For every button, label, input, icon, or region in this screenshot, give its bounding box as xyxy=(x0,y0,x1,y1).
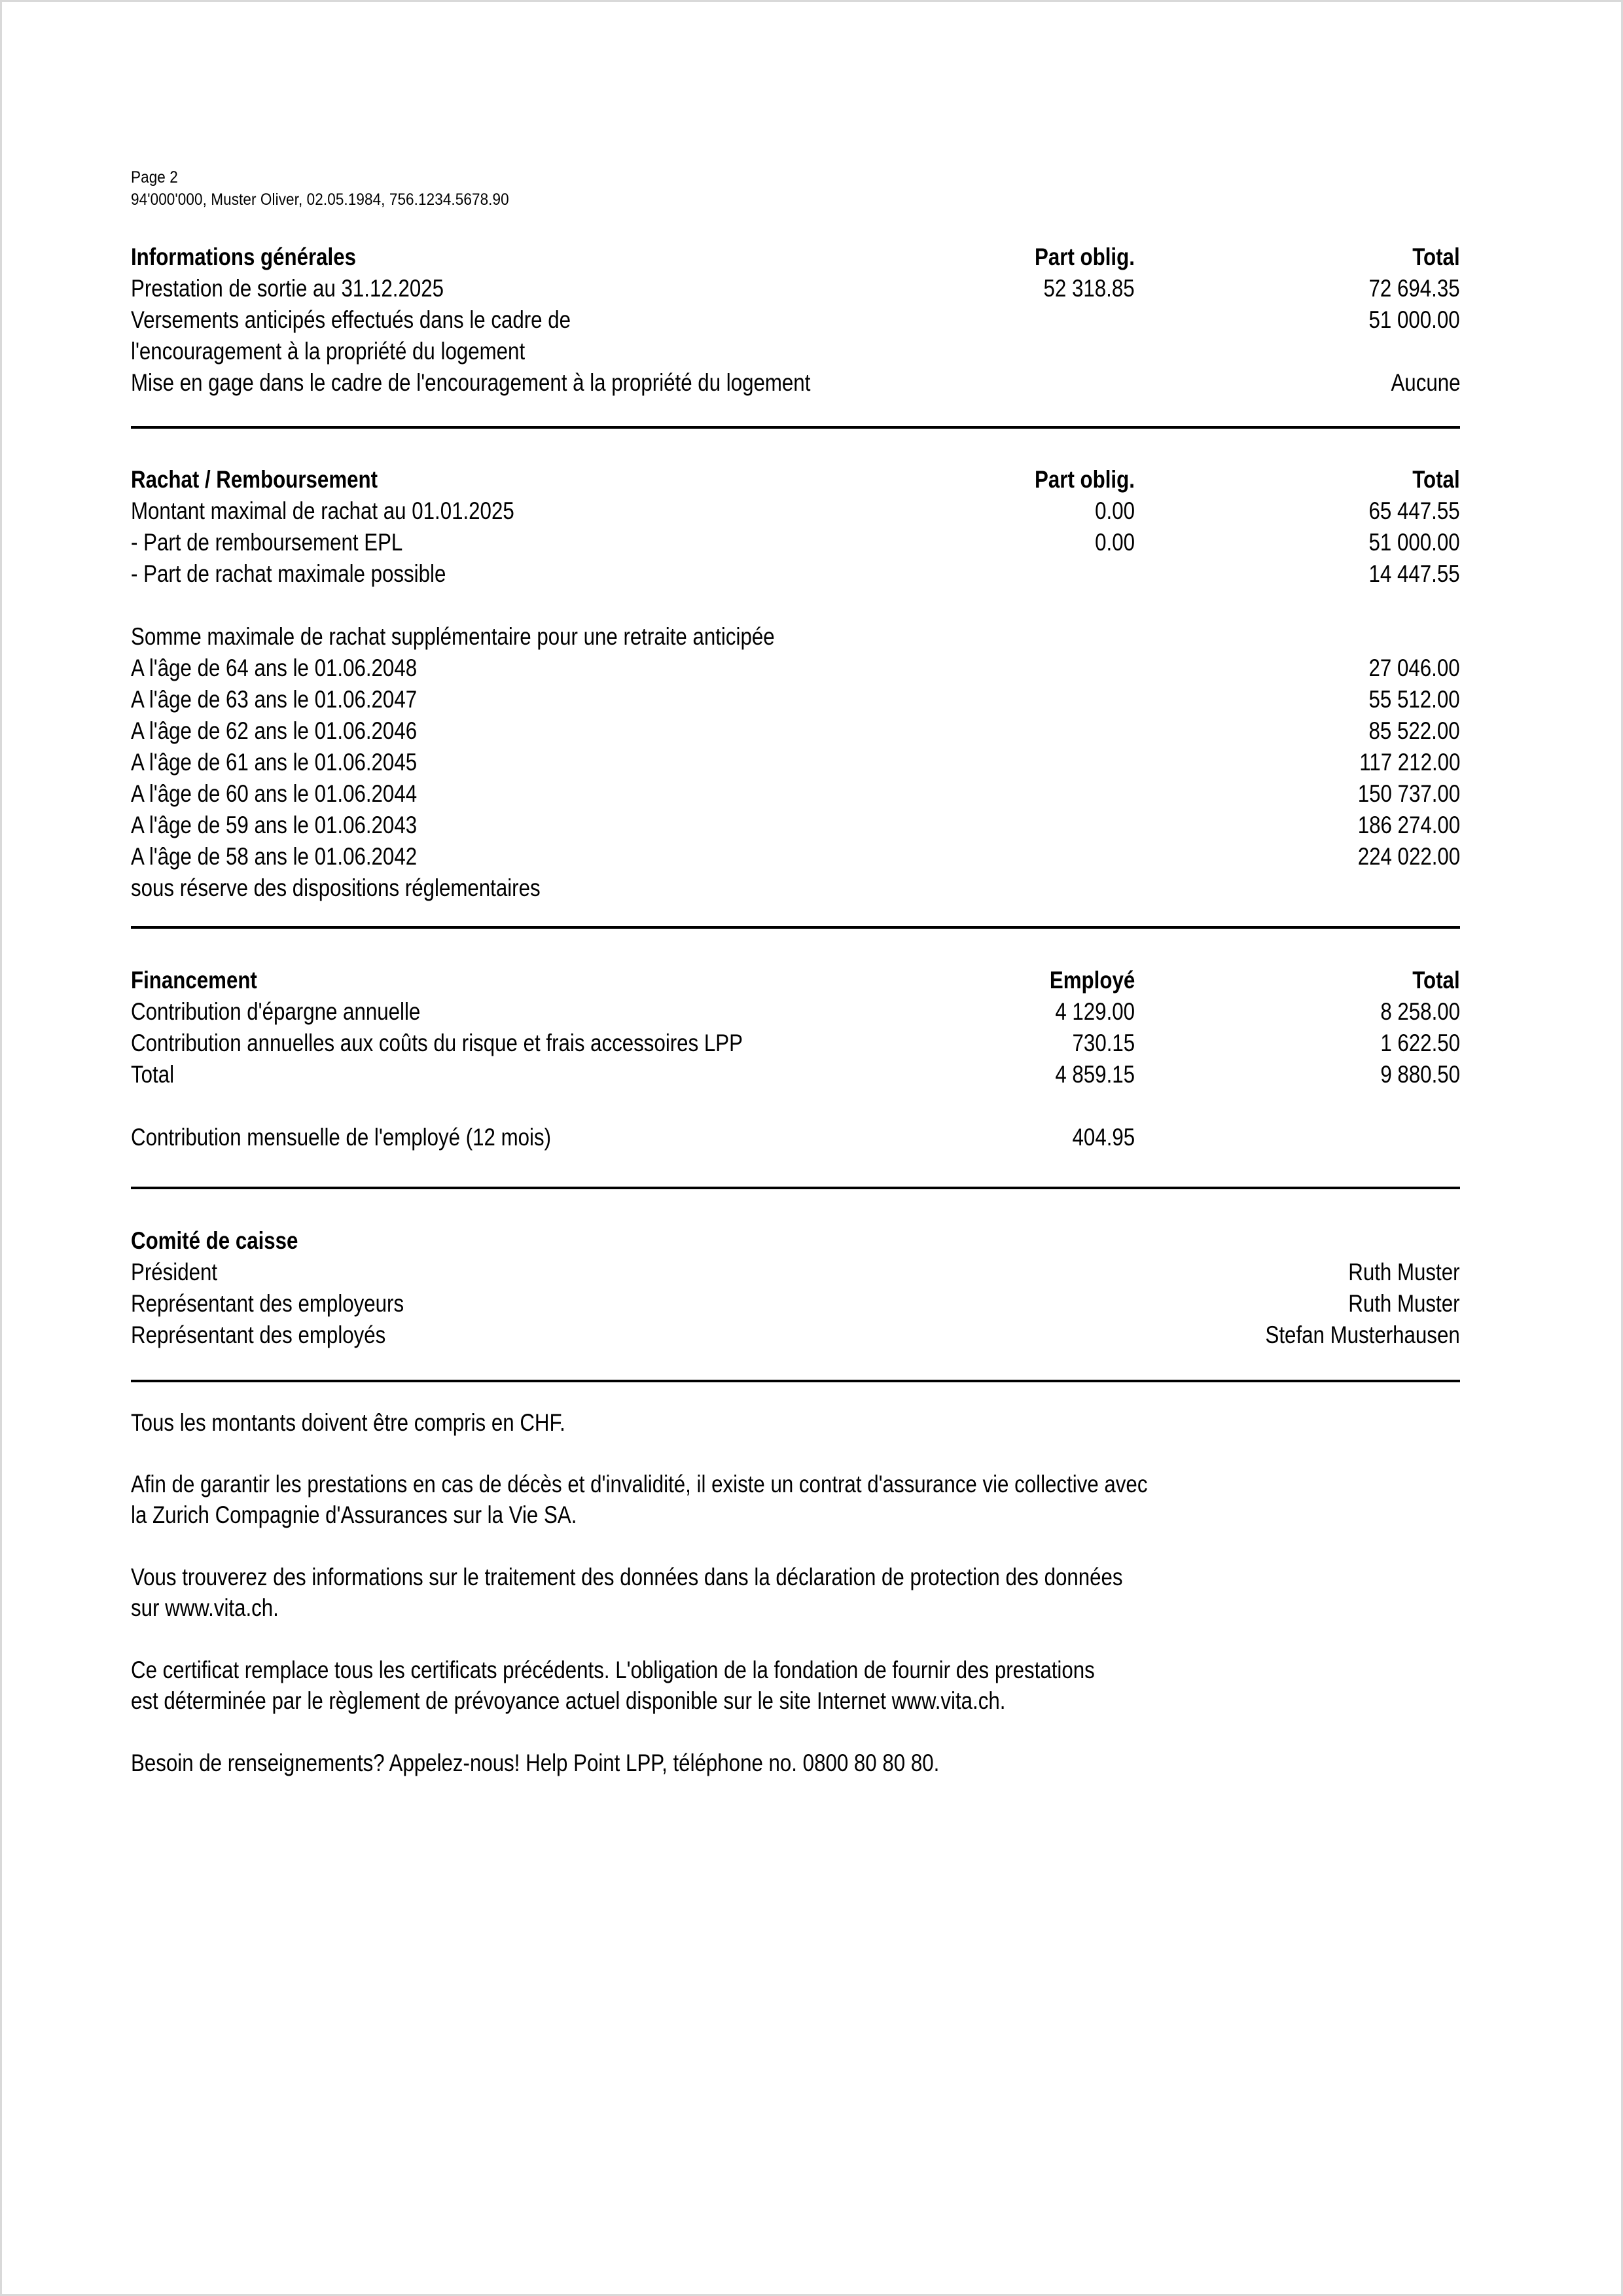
section-divider xyxy=(131,1380,1460,1382)
section-title: Informations générales xyxy=(131,243,357,270)
page-number: Page 2 xyxy=(131,168,178,187)
table-row: Versements anticipés effectués dans le cadre de 51 000.00 xyxy=(131,306,1460,333)
table-row: - Part de remboursement EPL 0.00 51 000.00 xyxy=(131,529,1460,556)
section-title: Rachat / Remboursement xyxy=(131,466,378,493)
table-row: Contribution annuelles aux coûts du risque et frais accessoires LPP 730.15 1 622.50 xyxy=(131,1030,1460,1056)
table-row: l'encouragement à la propriété du logement xyxy=(131,338,526,365)
footer-paragraph-help-point: Besoin de renseignements? Appelez-nous! Help Point LPP, téléphone no. 0800 80 80 80. xyxy=(131,1749,940,1776)
section-divider xyxy=(131,426,1460,429)
table-row: Représentant des employés Stefan Musterhausen xyxy=(131,1321,1460,1348)
table-row: Montant maximal de rachat au 01.01.2025 0.00 65 447.55 xyxy=(131,497,1460,524)
section-header-comite-de-caisse xyxy=(131,1225,1460,1256)
section-divider xyxy=(131,1187,1460,1189)
insured-person-line: 94'000'000, Muster Oliver, 02.05.1984, 756.1234.5678.90 xyxy=(131,190,509,209)
early-retirement-footnote: sous réserve des dispositions réglementaires xyxy=(131,874,541,901)
column-header-part-oblig: Part oblig. xyxy=(1035,466,1135,493)
table-row: A l'âge de 63 ans le 01.06.2047 55 512.00 xyxy=(131,686,1460,713)
section-header-informations-generales xyxy=(131,242,1460,272)
table-row: Total 4 859.15 9 880.50 xyxy=(131,1061,1460,1088)
section-title: Financement xyxy=(131,967,257,994)
table-row: Mise en gage dans le cadre de l'encouragement à la propriété du logement Aucune xyxy=(131,369,1460,396)
table-row: Représentant des employeurs Ruth Muster xyxy=(131,1290,1460,1317)
table-row: A l'âge de 64 ans le 01.06.2048 27 046.00 xyxy=(131,655,1460,681)
footer-paragraph-certificate-replacement: Ce certificat remplace tous les certificats précédents. L'obligation de la fondation de fournir des prestations est déterminée par le règlement de prévoyance actuel disponible sur le site Internet www.vita.ch. xyxy=(131,1657,1095,1714)
section-title: Comité de caisse xyxy=(131,1227,298,1254)
table-row: A l'âge de 61 ans le 01.06.2045 117 212.00 xyxy=(131,749,1460,776)
section-header-rachat-remboursement xyxy=(131,464,1460,495)
section-header-financement xyxy=(131,965,1460,996)
column-header-total: Total xyxy=(1412,243,1460,270)
table-row: A l'âge de 60 ans le 01.06.2044 150 737.00 xyxy=(131,780,1460,807)
footer-paragraph-currency: Tous les montants doivent être compris en CHF. xyxy=(131,1409,565,1436)
table-row: A l'âge de 62 ans le 01.06.2046 85 522.00 xyxy=(131,717,1460,744)
table-row: A l'âge de 59 ans le 01.06.2043 186 274.00 xyxy=(131,812,1460,838)
table-row-monthly-contribution: Contribution mensuelle de l'employé (12 mois) 404.95 xyxy=(131,1124,1135,1151)
early-retirement-title: Somme maximale de rachat supplémentaire pour une retraite anticipée xyxy=(131,623,775,650)
table-row: Contribution d'épargne annuelle 4 129.00 8 258.00 xyxy=(131,998,1460,1025)
section-divider xyxy=(131,926,1460,929)
table-row: Président Ruth Muster xyxy=(131,1259,1460,1285)
footer-paragraph-insurance: Afin de garantir les prestations en cas de décès et d'invalidité, il existe un contrat d'assurance vie collective avec la Zurich Compagnie d'Assurances sur la Vie SA. xyxy=(131,1471,1148,1528)
table-row: Prestation de sortie au 31.12.2025 52 318.85 72 694.35 xyxy=(131,275,1460,302)
footer-paragraph-data-protection: Vous trouverez des informations sur le traitement des données dans la déclaration de protection des données sur www.vita.ch. xyxy=(131,1564,1123,1621)
column-header-employe: Employé xyxy=(1049,967,1135,994)
column-header-part-oblig: Part oblig. xyxy=(1035,243,1135,270)
column-header-total: Total xyxy=(1412,967,1460,994)
table-row: - Part de rachat maximale possible 14 447.55 xyxy=(131,560,1460,587)
column-header-total: Total xyxy=(1412,466,1460,493)
table-row: A l'âge de 58 ans le 01.06.2042 224 022.00 xyxy=(131,843,1460,870)
